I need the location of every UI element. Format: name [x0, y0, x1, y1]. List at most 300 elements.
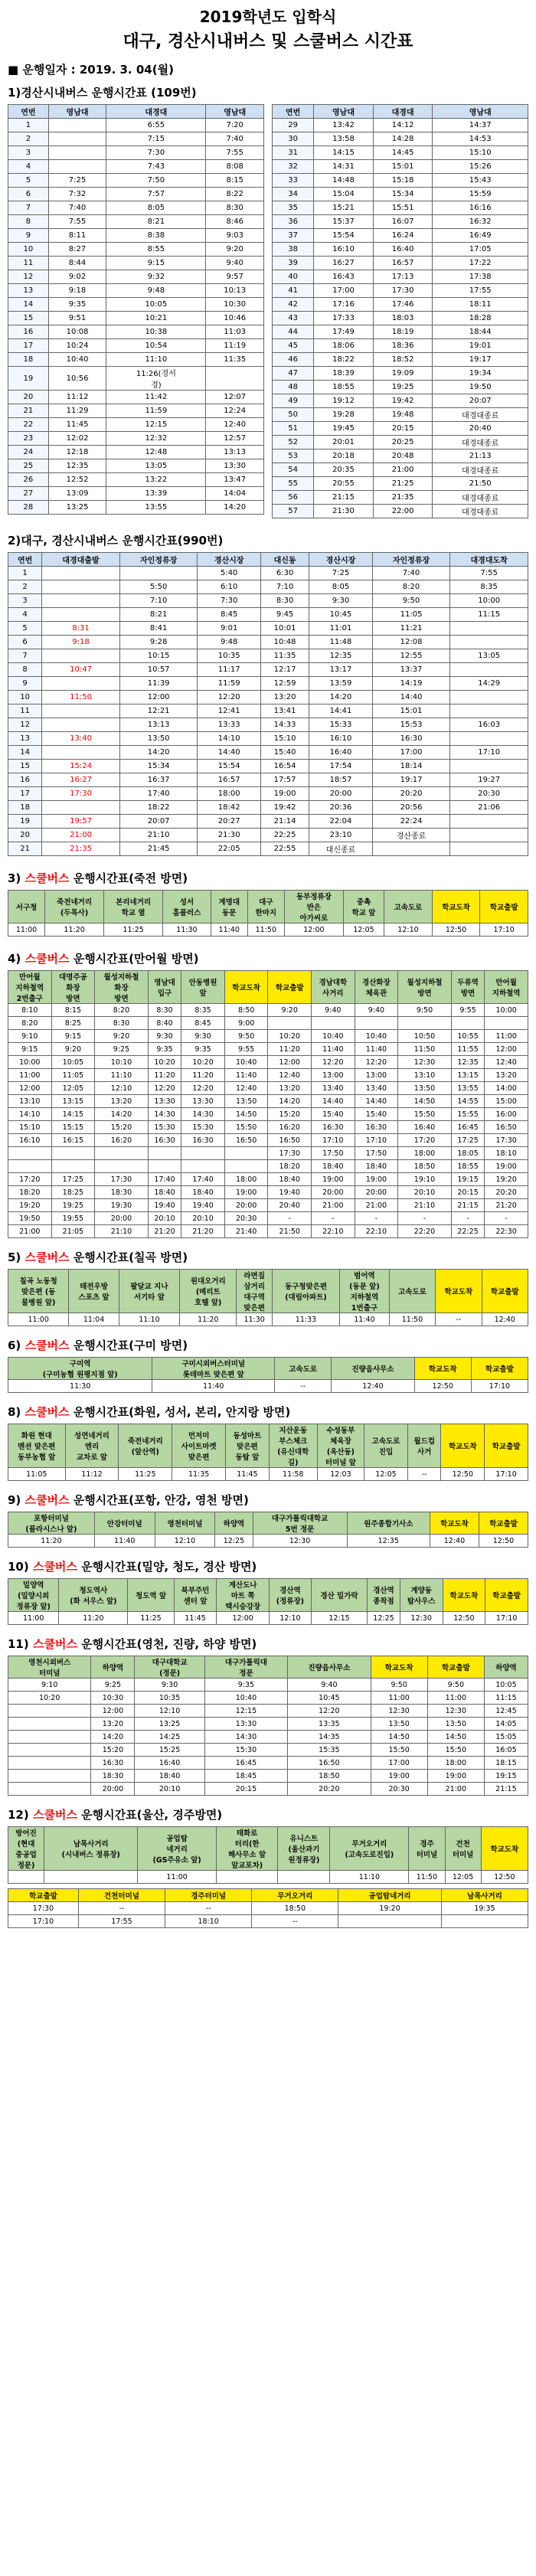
- table-cell: 52: [273, 436, 314, 449]
- table-cell: 20:30: [450, 787, 528, 801]
- table-cell: 5: [8, 174, 49, 188]
- table-cell: 15:10: [260, 732, 309, 746]
- table-row: [8, 215, 264, 229]
- table-row: [8, 594, 528, 608]
- table-cell: 9:30: [135, 1679, 204, 1692]
- table-cell: 19:00: [485, 1160, 528, 1173]
- table-cell: 11:26(경서 경): [106, 367, 206, 391]
- table-cell: 14:53: [433, 132, 528, 146]
- table-cell: 7:15: [106, 132, 206, 146]
- table-cell: 15:50: [224, 1121, 268, 1134]
- table-cell: 7:20: [206, 119, 264, 132]
- table-cell: 14:30: [181, 1108, 225, 1121]
- table-cell: 20:55: [314, 477, 374, 491]
- table-cell: 16: [8, 325, 49, 339]
- table-cell: 19:27: [450, 773, 528, 787]
- table-cell: 11:05: [8, 1468, 66, 1481]
- table-cell: 18:00: [398, 1147, 452, 1160]
- table-cell: 10:00: [450, 594, 528, 608]
- column-header: 영천터미널: [155, 1512, 215, 1535]
- table-cell: 20:15: [204, 1783, 287, 1796]
- table-cell: 21:15: [484, 1783, 528, 1796]
- section8-table: [8, 1424, 528, 1481]
- table-cell: 11:40: [152, 1380, 275, 1393]
- table-cell: 15:21: [314, 201, 374, 215]
- table-cell: 9:32: [106, 270, 206, 284]
- table-cell: 8:21: [119, 608, 198, 622]
- column-header: 진량읍사무소: [288, 1656, 371, 1679]
- table-cell: 21:20: [181, 1225, 225, 1238]
- table-cell: 18:40: [181, 1186, 225, 1199]
- table-cell: 19:00: [312, 1173, 355, 1186]
- column-header: 영남대 입구: [148, 971, 181, 1004]
- table-cell: 13:20: [95, 1095, 149, 1108]
- table-cell: 9:15: [51, 1030, 95, 1043]
- table-cell: 15:43: [433, 174, 528, 188]
- table-cell: 12:41: [198, 704, 260, 718]
- table-row: [8, 391, 264, 404]
- table-cell: -: [268, 1212, 312, 1225]
- column-header: 학교출발: [8, 1889, 79, 1902]
- table-cell: 14:41: [309, 704, 372, 718]
- table-cell: 9:25: [91, 1679, 135, 1692]
- table-cell: [372, 842, 450, 856]
- table-cell: 16:20: [268, 1121, 312, 1134]
- table-cell: 12:15: [311, 1612, 367, 1625]
- table-cell: 대경대종료: [433, 463, 528, 477]
- table-cell: [8, 1160, 52, 1173]
- table-cell: 22:10: [355, 1225, 398, 1238]
- table-row: [8, 473, 264, 487]
- table-cell: 10: [8, 243, 49, 257]
- table-cell: [450, 636, 528, 649]
- table-cell: 19:00: [260, 787, 309, 801]
- table-cell: 10:20: [8, 1692, 91, 1705]
- table-cell: 8:05: [309, 580, 372, 594]
- table-cell: 10:45: [288, 1692, 371, 1705]
- table-cell: 8:10: [8, 1004, 52, 1017]
- table-cell: 19:12: [314, 394, 374, 408]
- table-row: [8, 1186, 528, 1199]
- table-cell: 18:25: [51, 1186, 95, 1199]
- table-cell: 18:45: [204, 1770, 287, 1783]
- table-cell: 11:01: [309, 622, 372, 636]
- column-header: 대경대출발: [42, 553, 120, 567]
- table-cell: 10: [8, 691, 42, 704]
- table-cell: 19:57: [42, 815, 120, 829]
- table-cell: 11:00: [8, 1612, 59, 1625]
- table-cell: [450, 760, 528, 773]
- table-cell: [8, 1757, 91, 1770]
- table-cell: 7:55: [206, 146, 264, 160]
- table-cell: 13:22: [106, 473, 206, 487]
- column-header: 경산화장 체육관: [355, 971, 398, 1004]
- table-cell: 30: [273, 132, 314, 146]
- table-cell: 40: [273, 270, 314, 284]
- column-header: 경산시장: [198, 553, 260, 567]
- table-cell: 17:00: [372, 746, 450, 760]
- table-cell: 17:50: [312, 1147, 355, 1160]
- table-cell: 20:48: [373, 449, 433, 463]
- table-cell: 16:30: [181, 1134, 225, 1147]
- table-cell: 7:25: [48, 174, 106, 188]
- table-cell: [42, 649, 120, 663]
- table-cell: 12:10: [155, 1535, 215, 1548]
- table-cell: 9:55: [451, 1004, 484, 1017]
- table-cell: 9:25: [95, 1043, 149, 1056]
- table-cell: [42, 677, 120, 691]
- table-cell: 17:22: [433, 257, 528, 270]
- table-row: [8, 146, 264, 160]
- table-cell: 22:04: [309, 815, 372, 829]
- table-cell: 19:35: [441, 1902, 528, 1915]
- table-cell: 9:30: [309, 594, 372, 608]
- table-cell: 22:24: [372, 815, 450, 829]
- table-cell: 13:00: [312, 1069, 355, 1082]
- header-row: [8, 1889, 528, 1902]
- table-cell: 13:25: [135, 1718, 204, 1731]
- table-row: [8, 432, 264, 446]
- table-cell: 9:20: [268, 1004, 312, 1017]
- table-cell: --: [78, 1902, 165, 1915]
- table-cell: [42, 704, 120, 718]
- table-cell: 13:33: [198, 718, 260, 732]
- table-cell: 9:35: [181, 1043, 225, 1056]
- table-cell: 15:20: [268, 1108, 312, 1121]
- table-cell: 12:35: [347, 1535, 430, 1548]
- table-cell: --: [436, 1313, 482, 1326]
- table-cell: 29: [273, 119, 314, 132]
- table-row: [8, 1468, 528, 1481]
- table-cell: 14:30: [204, 1731, 287, 1744]
- table-cell: 36: [273, 215, 314, 229]
- table-cell: 12:00: [8, 1082, 52, 1095]
- table-cell: 11:50: [247, 924, 284, 937]
- table-cell: 16:07: [373, 215, 433, 229]
- table-row: [8, 418, 264, 432]
- column-header: 구미시외버스터미널 롯데마트 맞은편 앞: [152, 1358, 275, 1380]
- table-cell: 19:20: [8, 1199, 52, 1212]
- table-cell: 17:10: [355, 1134, 398, 1147]
- table-cell: 16:40: [398, 1121, 452, 1134]
- table-cell: 21:00: [355, 1199, 398, 1212]
- column-header: 원주종합기사소: [347, 1512, 430, 1535]
- table-cell: 10:40: [224, 1056, 268, 1069]
- column-header: 태전우방 스포츠 앞: [69, 1270, 119, 1313]
- header-row: [8, 1424, 528, 1468]
- section2-table: [8, 552, 528, 856]
- table-cell: 16:30: [355, 1121, 398, 1134]
- table-cell: 21:00: [42, 829, 120, 842]
- table-cell: 대신종료: [309, 842, 372, 856]
- table-cell: 12:30: [400, 1612, 443, 1625]
- table-cell: 16:57: [373, 257, 433, 270]
- table-cell: 11:19: [206, 339, 264, 353]
- table-cell: 8:11: [48, 229, 106, 243]
- column-header: 칠곡 노동청 맞은편 (동 물병원 앞): [8, 1270, 69, 1313]
- table-cell: 15:54: [314, 229, 374, 243]
- section4-table: [8, 970, 528, 1238]
- table-cell: 11:25: [104, 924, 163, 937]
- column-header: 학교출발: [268, 971, 312, 1004]
- table-cell: 17:13: [373, 270, 433, 284]
- table-cell: 50: [273, 408, 314, 422]
- column-header: 유니스트 (울산과기 원정류장): [278, 1827, 330, 1871]
- table-cell: 14:40: [355, 1095, 398, 1108]
- table-cell: 12:50: [432, 924, 480, 937]
- table-cell: 15:30: [204, 1744, 287, 1757]
- table-cell: 12:10: [269, 1612, 311, 1625]
- table-cell: 11:00: [8, 1313, 69, 1326]
- table-row: [8, 312, 264, 325]
- table-row: [8, 1212, 528, 1225]
- table-cell: 54: [273, 463, 314, 477]
- table-row: [8, 608, 528, 622]
- table-cell: 16:10: [309, 732, 372, 746]
- column-header: 학교도착: [414, 1358, 471, 1380]
- table-cell: 10:47: [42, 663, 120, 677]
- table-cell: [485, 1017, 528, 1030]
- table-cell: 15:34: [373, 188, 433, 201]
- column-header: 영남대: [314, 105, 374, 119]
- column-header: 학교도착: [224, 971, 268, 1004]
- table-cell: 15:05: [484, 1731, 528, 1744]
- table-cell: 9:50: [224, 1030, 268, 1043]
- table-cell: 19:20: [338, 1902, 441, 1915]
- table-cell: 9:18: [42, 636, 120, 649]
- column-header: 계명대 동문: [211, 891, 247, 924]
- table-cell: 19:10: [398, 1173, 452, 1186]
- table-cell: 14:40: [372, 691, 450, 704]
- table-cell: 10:05: [106, 298, 206, 312]
- table-cell: 11:29: [48, 404, 106, 418]
- table-cell: 18:22: [314, 353, 374, 367]
- table-cell: 19:50: [433, 381, 528, 394]
- table-cell: 12:59: [260, 677, 309, 691]
- table-cell: 18:40: [355, 1160, 398, 1173]
- table-cell: [450, 622, 528, 636]
- table-cell: 11:20: [8, 1535, 95, 1548]
- table-cell: 10:20: [148, 1056, 181, 1069]
- table-cell: 24: [8, 446, 49, 459]
- table-cell: 11:50: [409, 1871, 445, 1884]
- table-cell: 14:29: [450, 677, 528, 691]
- table-cell: 7: [8, 649, 42, 663]
- table-cell: 6: [8, 636, 42, 649]
- section11-table: [8, 1656, 528, 1796]
- table-cell: [8, 1718, 91, 1731]
- table-cell: 10:46: [206, 312, 264, 325]
- table-cell: 21:15: [451, 1199, 484, 1212]
- table-cell: 13:10: [398, 1069, 452, 1082]
- table-row: [8, 257, 264, 270]
- table-row: [273, 367, 528, 381]
- table-cell: 8:50: [224, 1004, 268, 1017]
- table-cell: 12:18: [48, 446, 106, 459]
- table-cell: 18:10: [485, 1147, 528, 1160]
- section1-table-left: [8, 104, 264, 515]
- table-cell: 13:50: [371, 1718, 427, 1731]
- table-cell: 11:35: [260, 649, 309, 663]
- table-cell: 13:55: [106, 501, 206, 515]
- column-header: 밀양역 (밀양시외 정류장 앞): [8, 1579, 59, 1612]
- table-row: [8, 1030, 528, 1043]
- table-row: [8, 229, 264, 243]
- table-cell: 15:20: [91, 1744, 135, 1757]
- table-cell: 14: [8, 298, 49, 312]
- table-cell: 15:50: [371, 1744, 427, 1757]
- table-cell: 12:20: [198, 691, 260, 704]
- table-cell: 13:09: [48, 487, 106, 501]
- table-cell: 11:59: [106, 404, 206, 418]
- table-cell: 20:20: [288, 1783, 371, 1796]
- table-cell: 10:40: [312, 1030, 355, 1043]
- column-header: 계양동 탑사우스: [400, 1579, 443, 1612]
- table-cell: 12:10: [95, 1082, 149, 1095]
- table-cell: 18: [8, 353, 49, 367]
- column-header: 먼저미 사이트마켓 맞은편: [172, 1424, 226, 1468]
- table-cell: 12:35: [309, 649, 372, 663]
- table-cell: 10:35: [135, 1692, 204, 1705]
- table-cell: 18:30: [95, 1186, 149, 1199]
- table-cell: 17:30: [95, 1173, 149, 1186]
- table-cell: 13:50: [224, 1095, 268, 1108]
- table-cell: 11:35: [206, 353, 264, 367]
- table-cell: [398, 1017, 452, 1030]
- table-cell: 19:15: [451, 1173, 484, 1186]
- table-cell: 8:45: [181, 1017, 225, 1030]
- table-cell: 14:50: [427, 1731, 484, 1744]
- table-cell: 18:50: [252, 1902, 338, 1915]
- table-cell: 15:10: [8, 1121, 52, 1134]
- table-cell: 11:05: [372, 608, 450, 622]
- column-header: 지산운동 부스체크 (유신대학 길): [269, 1424, 317, 1468]
- header-row: [8, 971, 528, 1004]
- table-cell: 19:01: [433, 339, 528, 353]
- table-cell: 11:10: [106, 353, 206, 367]
- table-cell: 48: [273, 381, 314, 394]
- table-cell: 15:40: [355, 1108, 398, 1121]
- table-row: [8, 119, 264, 132]
- table-cell: 19:00: [371, 1770, 427, 1783]
- table-cell: 8:35: [450, 580, 528, 594]
- table-cell: 15:33: [309, 718, 372, 732]
- table-cell: 15:15: [51, 1121, 95, 1134]
- column-header: 영남대: [48, 105, 106, 119]
- table-cell: 9:57: [206, 270, 264, 284]
- table-cell: 17:00: [371, 1757, 427, 1770]
- table-cell: 21:50: [268, 1225, 312, 1238]
- header-row: [273, 105, 528, 119]
- table-cell: 21:25: [373, 477, 433, 491]
- table-row: [273, 188, 528, 201]
- table-cell: 20:10: [148, 1212, 181, 1225]
- table-row: [8, 284, 264, 298]
- table-cell: 11:04: [69, 1313, 119, 1326]
- table-row: [273, 270, 528, 284]
- column-header: 영남대: [206, 105, 264, 119]
- table-cell: 17:25: [451, 1134, 484, 1147]
- table-cell: [95, 1160, 149, 1173]
- table-cell: 대경대종료: [433, 408, 528, 422]
- table-cell: 13: [8, 732, 42, 746]
- table-cell: [42, 567, 120, 580]
- table-cell: 8:30: [148, 1004, 181, 1017]
- table-cell: 경산종료: [372, 829, 450, 842]
- table-cell: 14:45: [373, 146, 433, 160]
- table-cell: 9:28: [119, 636, 198, 649]
- table-cell: -: [312, 1212, 355, 1225]
- table-cell: 14:33: [260, 718, 309, 732]
- column-header: 건천터미널: [78, 1889, 165, 1902]
- table-cell: 9:51: [48, 312, 106, 325]
- column-header: 학교출발: [479, 1512, 528, 1535]
- column-header: 학교도착: [436, 1270, 482, 1313]
- table-cell: 14:20: [206, 501, 264, 515]
- table-cell: 11:15: [450, 608, 528, 622]
- column-header: 청도역 앞: [128, 1579, 174, 1612]
- table-cell: 16:05: [484, 1744, 528, 1757]
- column-header: 고속도로: [275, 1358, 332, 1380]
- table-cell: 9:00: [224, 1017, 268, 1030]
- table-cell: 16:00: [485, 1108, 528, 1121]
- table-cell: 9:50: [398, 1004, 452, 1017]
- table-cell: 13:55: [451, 1082, 484, 1095]
- column-header: 학교출발: [485, 1579, 528, 1612]
- column-header: 청도역사 (화 서우스 앞): [59, 1579, 128, 1612]
- table-row: [8, 1108, 528, 1121]
- table-cell: 6:10: [198, 580, 260, 594]
- table-cell: 13:40: [42, 732, 120, 746]
- table-cell: 14:12: [373, 119, 433, 132]
- table-cell: 13:17: [309, 663, 372, 677]
- table-cell: 17:50: [355, 1147, 398, 1160]
- table-cell: 11:17: [198, 663, 260, 677]
- table-cell: 12:40: [485, 1056, 528, 1069]
- table-cell: 12:20: [181, 1082, 225, 1095]
- table-cell: 57: [273, 505, 314, 518]
- table-cell: 18:06: [314, 339, 374, 353]
- table-row: [273, 449, 528, 463]
- table-cell: 14:20: [91, 1731, 135, 1744]
- table-cell: 17:00: [314, 284, 374, 298]
- table-cell: 9:18: [48, 284, 106, 298]
- table-cell: [312, 1017, 355, 1030]
- table-cell: 20:00: [224, 1199, 268, 1212]
- table-cell: 11:45: [48, 418, 106, 432]
- table-cell: 14:30: [148, 1108, 181, 1121]
- table-cell: 11:00: [371, 1692, 427, 1705]
- column-header: 성서 홈플러스: [163, 891, 211, 924]
- column-header: 대명주공 화장 방면: [51, 971, 95, 1004]
- table-cell: [148, 1160, 181, 1173]
- section3-table: [8, 890, 528, 937]
- table-cell: 44: [273, 325, 314, 339]
- table-row: [8, 567, 528, 580]
- table-cell: 17:40: [119, 787, 198, 801]
- table-cell: 12:45: [484, 1705, 528, 1718]
- table-cell: 13:41: [260, 704, 309, 718]
- table-cell: 9:02: [48, 270, 106, 284]
- table-cell: [48, 132, 106, 146]
- table-row: [8, 1225, 528, 1238]
- table-cell: 17:55: [78, 1915, 165, 1928]
- table-cell: 20: [8, 829, 42, 842]
- table-cell: 49: [273, 394, 314, 408]
- column-header: 공업탑네거리: [338, 1889, 441, 1902]
- table-cell: [278, 1871, 330, 1884]
- table-cell: 16:15: [51, 1134, 95, 1147]
